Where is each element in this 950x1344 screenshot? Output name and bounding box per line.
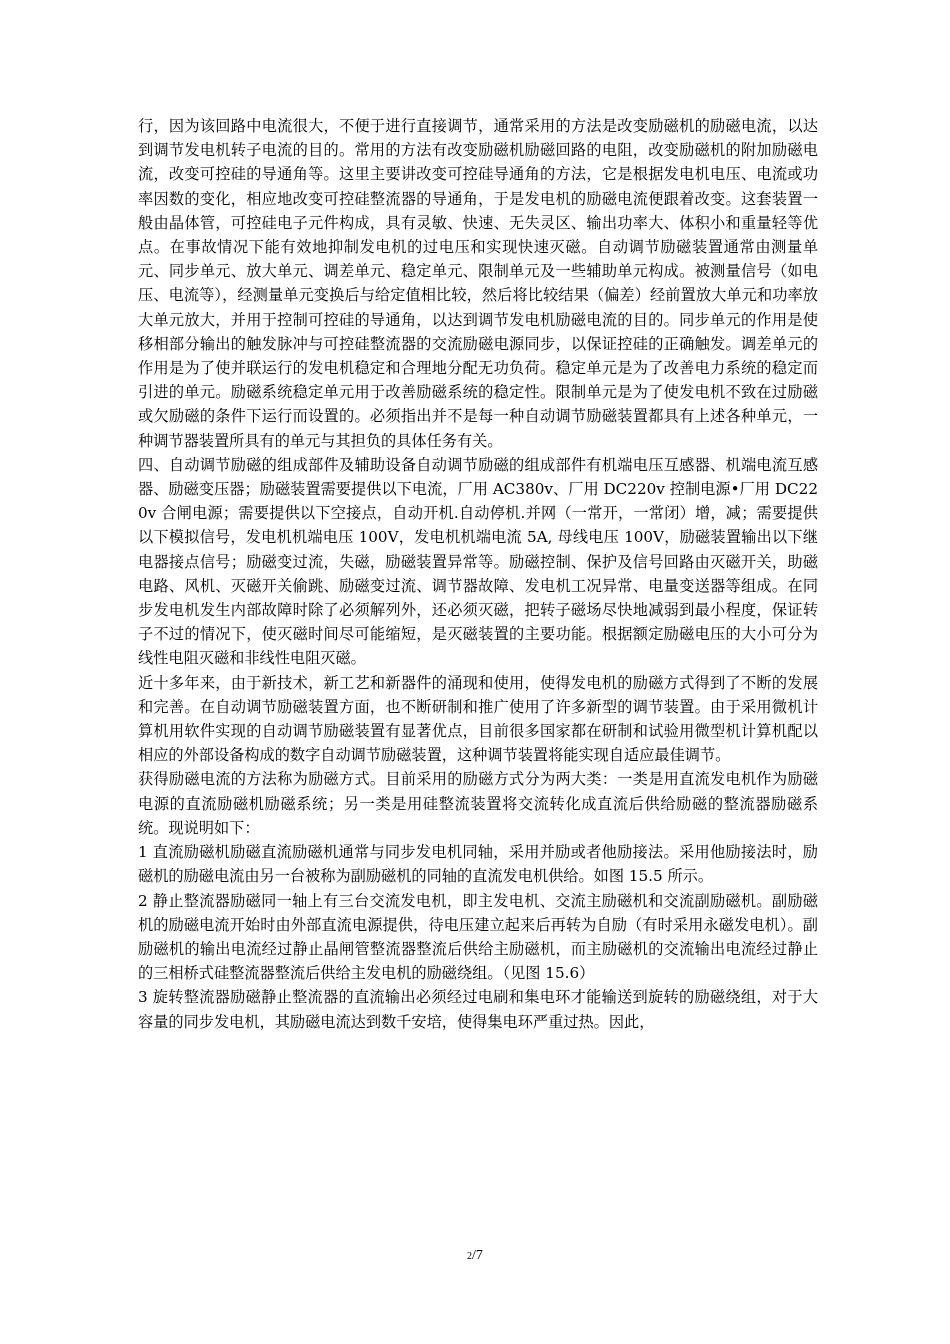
page-number <box>0 1248 950 1264</box>
current-page: 2 <box>467 1251 473 1262</box>
total-pages: /7 <box>472 1248 483 1263</box>
paragraph-dc-exciter: 1 直流励磁机励磁直流励磁机通常与同步发电机同轴，采用并励或者他励接法。采用他励接法时，励磁机的励磁电流由另一台被称为副励磁机的同轴的直流发电机供给。如图 15.5 所示。 <box>138 843 818 886</box>
paragraph-excitation-regulation: 行，因为该回路中电流很大，不便于进行直接调节，通常采用的方法是改变励磁机的励磁电流，以达到调节发电机转子电流的目的。常用的方法有改变励磁机励磁回路的电阻，改变励磁机的附加励磁电流，改变可控硅的导通角等。这里主要讲改变可控硅导通角的方法，它是根据发电机电压、电流或功率因数的变化，相应地改变可控硅整流器的导通角，于是发电机的励磁电流便跟着改变。这套装置一般由晶体管，可控硅电子元件构成，具有灵敏、快速、无失灵区、输出功率大、体积小和重量轻等优点。在事故情况下能有效地抑制发电机的过电压和实现快速灭磁。自动调节励磁装置通常由测量单元、同步单元、放大单元、调差单元、稳定单元、限制单元及一些辅助单元构成。被测量信号（如电压、电流等），经测量单元变换后与给定值相比较，然后将比较结果（偏差）经前置放大单元和功率放大单元放大，并用于控制可控硅的导通角，以达到调节发电机励磁电流的目的。同步单元的作用是使移相部分输出的触发脉冲与可控硅整流器的交流励磁电源同步，以保证控硅的正确触发。调差单元的作用是为了使并联运行的发电机稳定和合理地分配无功负荷。稳定单元是为了改善电力系统的稳定而引进的单元。励磁系统稳定单元用于改善励磁系统的稳定性。限制单元是为了使发电机不致在过励磁或欠励磁的条件下运行而设置的。必须指出并不是每一种自动调节励磁装置都具有上述各种单元，一种调节器装置所具有的单元与其担负的具体任务有关。 <box>138 117 818 450</box>
document-body <box>138 114 818 1034</box>
paragraph-static-rectifier: 2 静止整流器励磁同一轴上有三台交流发电机，即主发电机、交流主励磁机和交流副励磁机。副励磁机的励磁电流开始时由外部直流电源提供，待电压建立起来后再转为自励（有时采用永磁发电机）。副励磁机的输出电流经过静止晶闸管整流器整流后供给主励磁机，而主励磁机的交流输出电流经过静止的三相桥式硅整流器整流后供给主发电机的励磁绕组。（见图 15.6） <box>138 891 818 983</box>
paragraph-rotating-rectifier: 3 旋转整流器励磁静止整流器的直流输出必须经过电刷和集电环才能输送到旋转的励磁绕组，对于大容量的同步发电机，其励磁电流达到数千安培，使得集电环严重过热。因此， <box>138 988 818 1031</box>
paragraph-components: 四、自动调节励磁的组成部件及辅助设备自动调节励磁的组成部件有机端电压互感器、机端电流互感器、励磁变压器；励磁装置需要提供以下电流，厂用 AC380v、厂用 DC220v 控制电源•厂用 DC220v 合闸电源；需要提供以下空接点，自动开机.自动停机.并网（一常开，一常闭）增，减；需要提供以下模拟信号，发电机机端电压 100V，发电机机端电流 5A, 母线电压 100V，励磁装置输出以下继电器接点信号；励磁变过流，失磁，励磁装置异常等。励磁控制、保护及信号回路由灭磁开关，助磁电路、风机、灭磁开关偷跳、励磁变过流、调节器故障、发电机工况异常、电量变送器等组成。在同步发电机发生内部故障时除了必须解列外，还必须灭磁，把转子磁场尽快地减弱到最小程度，保证转子不过的情况下，使灭磁时间尽可能缩短，是灭磁装置的主要功能。根据额定励磁电压的大小可分为线性电阻灭磁和非线性电阻灭磁。 <box>138 455 818 668</box>
paragraph-recent-developments: 近十多年来，由于新技术，新工艺和新器件的涌现和使用，使得发电机的励磁方式得到了不断的发展和完善。在自动调节励磁装置方面，也不断研制和推广使用了许多新型的调节装置。由于采用微机计算机用软件实现的自动调节励磁装置有显著优点，目前很多国家都在研制和试验用微型机计算机配以相应的外部设备构成的数字自动调节励磁装置，这种调节装置将能实现自适应最佳调节。 <box>138 673 818 765</box>
paragraph-excitation-methods: 获得励磁电流的方法称为励磁方式。目前采用的励磁方式分为两大类：一类是用直流发电机作为励磁电源的直流励磁机励磁系统；另一类是用硅整流装置将交流转化成直流后供给励磁的整流器励磁系统。现说明如下： <box>138 770 818 837</box>
